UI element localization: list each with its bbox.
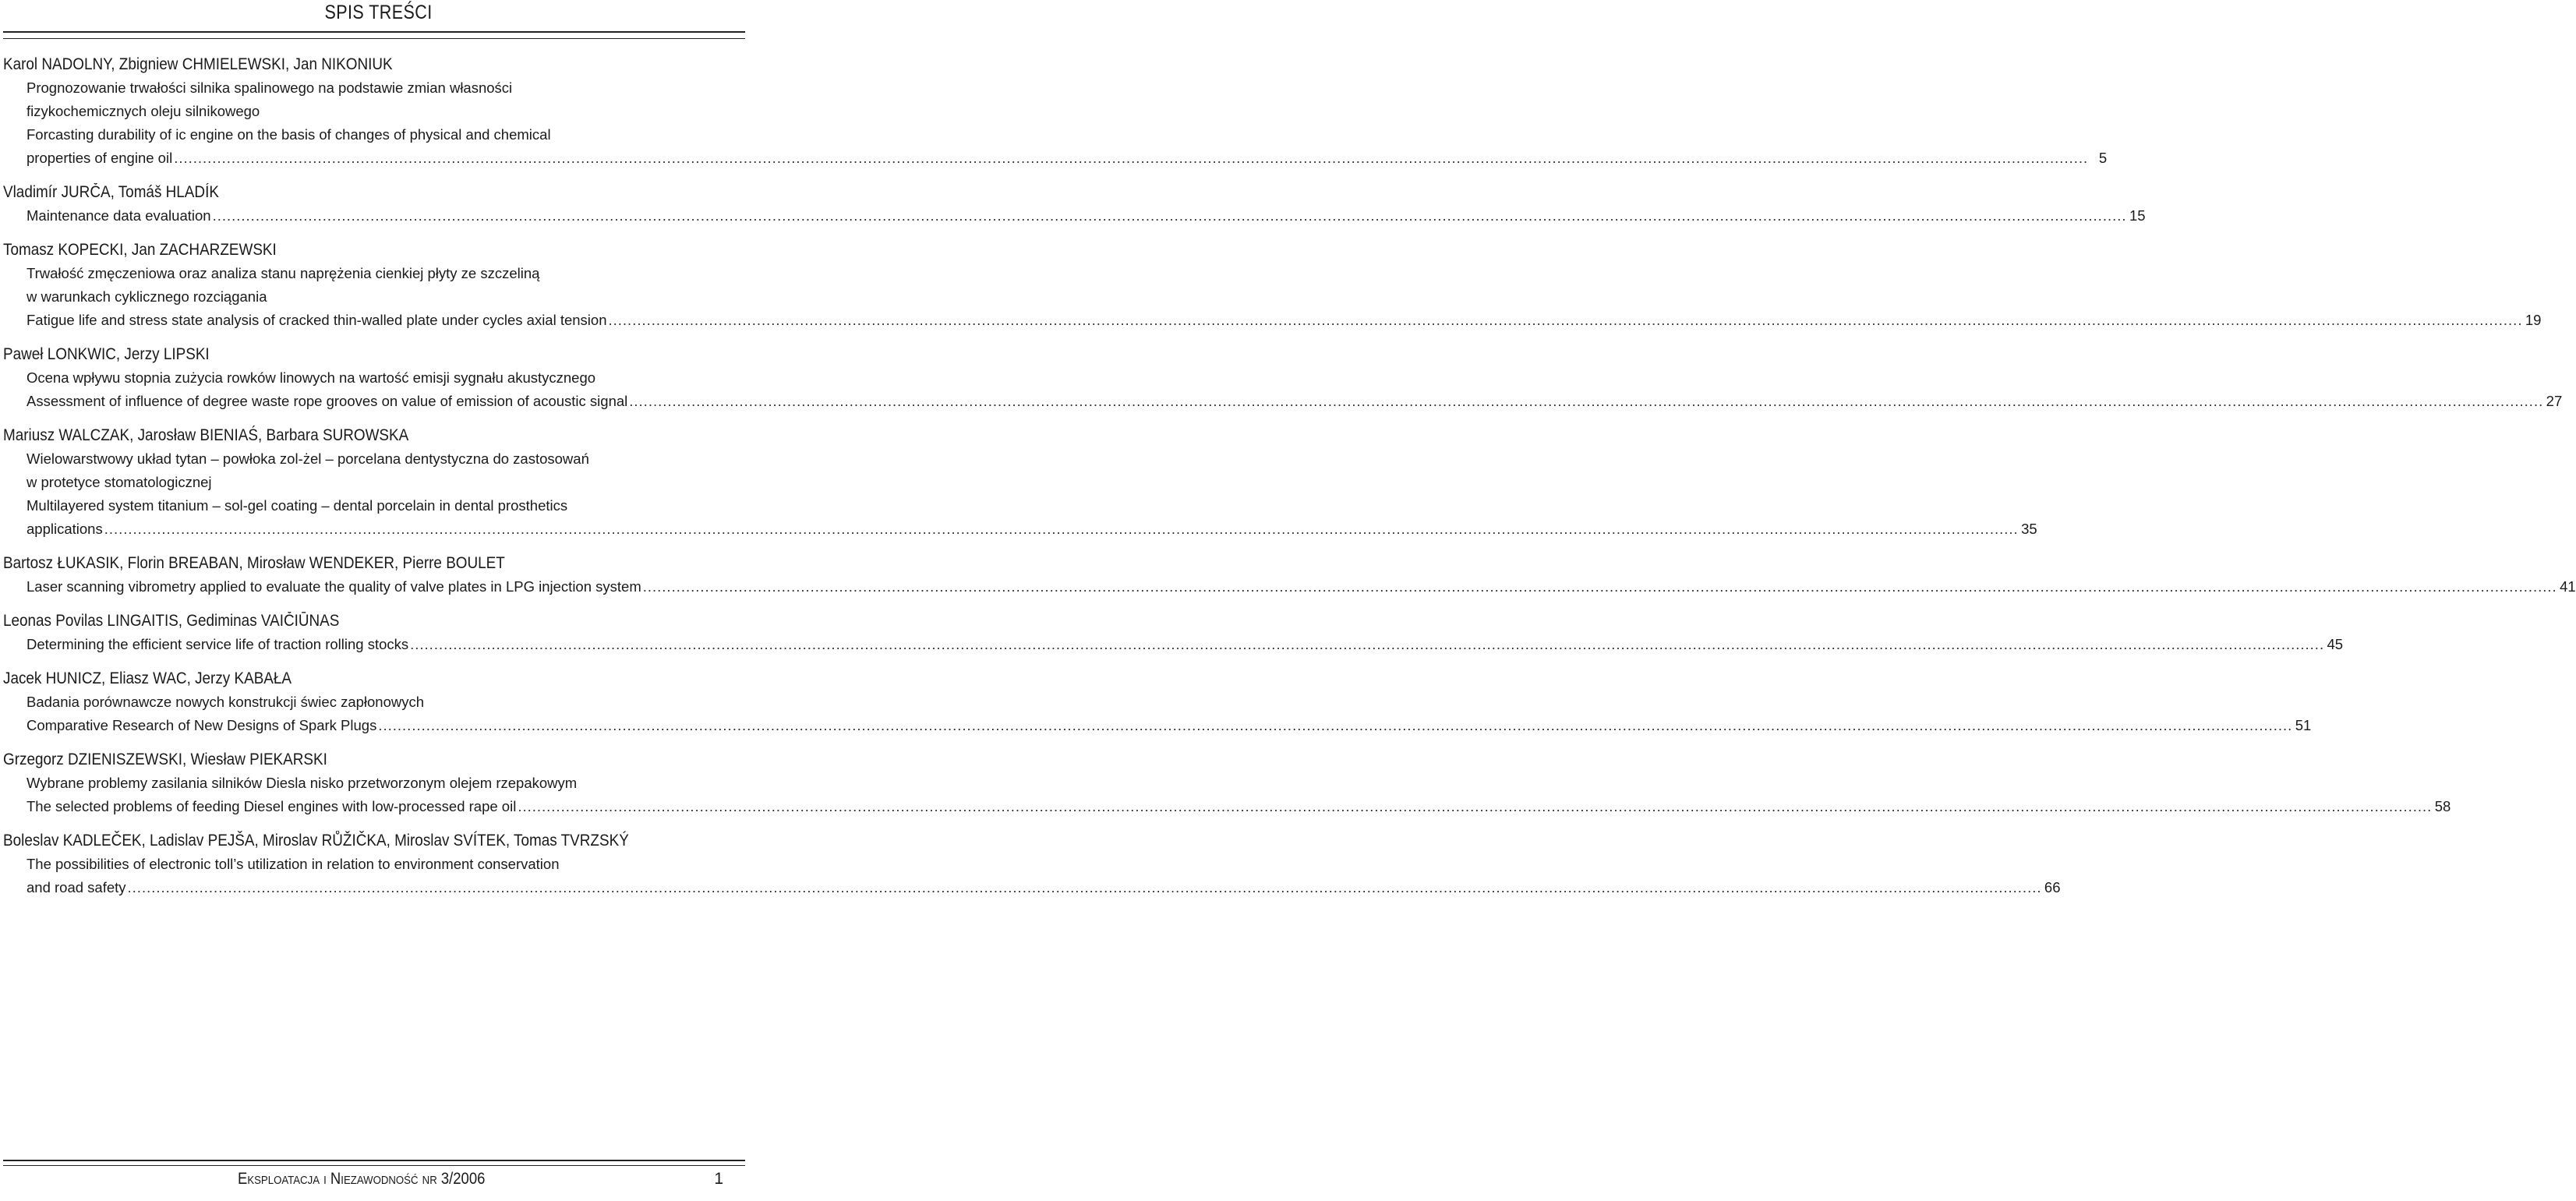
toc-entry-titles [3, 204, 2146, 228]
toc-entry-title-line [27, 447, 745, 471]
toc-entry-title-line [27, 876, 2061, 899]
dot-leader: ................................................................................................................................................................................................................................................................................................................................................................................................................ [127, 879, 2042, 895]
toc-entry-page-number[interactable]: 41 [2560, 578, 2576, 595]
toc-entry-title-line [27, 853, 745, 876]
footer-journal-name: Eksploatacja i Niezawodność nr 3/2006 [238, 1170, 486, 1188]
toc-entry-authors: Boleslav KADLEČEK, Ladislav PEJŠA, Miroslav RŮŽIČKA, Miroslav SVÍTEK, Tomas TVRZSKÝ [3, 832, 629, 850]
dot-leader: ................................................................................................................................................................................................................................................................................................................................................................................................................ [378, 717, 2293, 733]
toc-entry[interactable] [3, 343, 2563, 424]
entry-spacer [3, 541, 745, 552]
toc-entry-authors: Leonas Povilas LINGAITIS, Gediminas VAIČIŪNAS [3, 612, 340, 630]
entry-spacer [3, 599, 745, 609]
toc-entry-title-text: Forcasting durability of ic engine on the basis of changes of physical and chemical [27, 126, 551, 143]
entry-spacer [3, 228, 745, 238]
toc-entry-title-line [27, 123, 745, 147]
toc-entry-title-line [27, 262, 745, 285]
toc-entry-title-text: Comparative Research of New Designs of Spark Plugs [27, 717, 377, 733]
toc-entry-page-number[interactable]: 45 [2327, 636, 2344, 652]
toc-entry-page-number[interactable]: 19 [2525, 312, 2542, 328]
toc-entry-titles [3, 262, 2542, 332]
entry-spacer [3, 170, 745, 181]
toc-entry-title-text: w protetyce stomatologicznej [27, 474, 212, 490]
toc-entry-page-number[interactable]: 27 [2546, 393, 2563, 409]
toc-entry-title-line [27, 309, 2542, 332]
toc-entry-title-text: fizykochemicznych oleju silnikowego [27, 103, 260, 119]
dot-leader: ................................................................................................................................................................................................................................................................................................................................................................................................................ [642, 578, 2557, 595]
footer-rule [3, 1160, 745, 1166]
toc-entry-title-text: applications [27, 521, 103, 537]
toc-entry-page-number[interactable]: 58 [2434, 798, 2451, 814]
toc-entry-title-text: Maintenance data evaluation [27, 207, 211, 224]
toc-entry-titles [3, 853, 2061, 899]
toc-entry-title-line [27, 517, 2037, 541]
toc-entry[interactable] [3, 667, 2312, 748]
toc-entry-title-line [27, 390, 2563, 413]
dot-leader: ................................................................................................................................................................................................................................................................................................................................................................................................................ [518, 798, 2433, 814]
page-title: SPIS TREŚCI [324, 2, 433, 23]
toc-entry-title-text: Wybrane problemy zasilania silników Diesla nisko przetworzonym olejem rzepakowym [27, 775, 578, 791]
toc-entry-authors: Mariusz WALCZAK, Jarosław BIENIAŚ, Barbara SUROWSKA [3, 426, 409, 444]
toc-entry-title-line [27, 76, 745, 100]
toc-entry-title-text: Prognozowanie trwałości silnika spalinowego na podstawie zmian własności [27, 79, 513, 96]
toc-entry-authors: Grzegorz DZIENISZEWSKI, Wiesław PIEKARSKI [3, 751, 327, 768]
toc-entry-title-line [27, 366, 745, 390]
toc-entry-title-line [27, 575, 2576, 599]
toc-entry-titles [3, 633, 2344, 656]
toc-entry-title-line [27, 795, 2451, 818]
toc-entry[interactable] [3, 181, 2146, 238]
toc-entry-title-text: Badania porównawcze nowych konstrukcji świec zapłonowych [27, 694, 425, 710]
toc-entry-title-text: Fatigue life and stress state analysis of cracked thin-walled plate under cycles axial tension [27, 312, 607, 328]
toc-entry-title-text: Wielowarstwowy układ tytan – powłoka zol-żel – porcelana dentystyczna do zastosowań [27, 450, 589, 467]
footer-page-number: 1 [714, 1170, 723, 1188]
toc-entry-authors: Tomasz KOPECKI, Jan ZACHARZEWSKI [3, 241, 277, 259]
toc-entry-titles [3, 772, 2451, 818]
toc-entry-title-line [27, 691, 745, 714]
toc-entry-authors: Karol NADOLNY, Zbigniew CHMIELEWSKI, Jan NIKONIUK [3, 55, 393, 73]
toc-entry-titles [3, 575, 2576, 599]
toc-entry-title-line [27, 633, 2344, 656]
toc-entry-title-text: Laser scanning vibrometry applied to evaluate the quality of valve plates in LPG injection system [27, 578, 641, 595]
toc-entry[interactable] [3, 609, 2344, 667]
toc-entry-title-text: properties of engine oil [27, 150, 173, 166]
entry-spacer [3, 656, 745, 667]
toc-entry-page-number[interactable]: 51 [2295, 717, 2312, 733]
toc-entry-titles [3, 691, 2312, 737]
toc-entry-page-number[interactable]: 66 [2044, 879, 2061, 895]
toc-entry-titles [3, 76, 2108, 170]
toc-entry-title-text: Determining the efficient service life of traction rolling stocks [27, 636, 409, 652]
toc-entry-title-line [27, 772, 745, 795]
toc-entry-title-text: w warunkach cyklicznego rozciągania [27, 288, 267, 305]
toc-entry-title-text: and road safety [27, 879, 126, 895]
toc-entry-page-number[interactable]: 15 [2129, 207, 2146, 224]
toc-entry-authors: Bartosz ŁUKASIK, Florin BREABAN, Mirosław WENDEKER, Pierre BOULET [3, 554, 505, 572]
toc-entry-title-line [27, 714, 2312, 737]
entry-spacer [3, 413, 745, 424]
toc-entry[interactable] [3, 53, 2108, 181]
toc-entry[interactable] [3, 552, 2576, 609]
toc-entry-title-text: The possibilities of electronic toll’s utilization in relation to environment conservation [27, 856, 560, 872]
toc-entry-title-text: Multilayered system titanium – sol-gel coating – dental porcelain in dental prosthetics [27, 497, 568, 514]
table-of-contents [3, 53, 2576, 910]
toc-entry-titles [3, 366, 2563, 413]
entry-spacer [3, 737, 745, 748]
toc-entry-title-line [27, 204, 2146, 228]
toc-entry-title-line [27, 471, 745, 494]
toc-entry-title-line [27, 100, 745, 123]
entry-spacer [3, 899, 745, 910]
toc-entry-title-line [27, 285, 745, 309]
toc-entry-page-number[interactable]: 35 [2021, 521, 2037, 537]
toc-entry[interactable] [3, 829, 2061, 910]
toc-entry[interactable] [3, 748, 2451, 829]
dot-leader: ................................................................................................................................................................................................................................................................................................................................................................................................................ [629, 393, 2544, 409]
toc-entry-title-text: Ocena wpływu stopnia zużycia rowków linowych na wartość emisji sygnału akustycznego [27, 369, 596, 386]
dot-leader: ................................................................................................................................................................................................................................................................................................................................................................................................................ [608, 312, 2523, 328]
toc-entry[interactable] [3, 238, 2542, 343]
toc-entry-title-text: Trwałość zmęczeniowa oraz analiza stanu naprężenia cienkiej płyty ze szczeliną [27, 265, 540, 281]
toc-entry[interactable] [3, 424, 2037, 552]
toc-entry-authors: Jacek HUNICZ, Eliasz WAC, Jerzy KABAŁA [3, 669, 292, 687]
entry-spacer [3, 332, 745, 343]
header-rule [3, 31, 745, 39]
toc-entry-title-line [27, 494, 745, 517]
dot-leader: ................................................................................................................................................................................................................................................................................................................................................................................................................ [174, 150, 2089, 166]
toc-entry-page-number[interactable]: 5 [2098, 150, 2108, 166]
toc-entry-authors: Paweł LONKWIC, Jerzy LIPSKI [3, 345, 210, 363]
toc-entry-titles [3, 447, 2037, 541]
toc-entry-title-text: Assessment of influence of degree waste rope grooves on value of emission of acoustic signal [27, 393, 628, 409]
toc-entry-title-text: The selected problems of feeding Diesel engines with low-processed rape oil [27, 798, 517, 814]
dot-leader: ................................................................................................................................................................................................................................................................................................................................................................................................................ [212, 207, 2127, 224]
entry-spacer [3, 818, 745, 829]
toc-entry-title-line [27, 147, 2108, 170]
dot-leader: ................................................................................................................................................................................................................................................................................................................................................................................................................ [410, 636, 2325, 652]
toc-entry-authors: Vladimír JURČA, Tomáš HLADÍK [3, 183, 219, 201]
dot-leader: ................................................................................................................................................................................................................................................................................................................................................................................................................ [104, 521, 2019, 537]
